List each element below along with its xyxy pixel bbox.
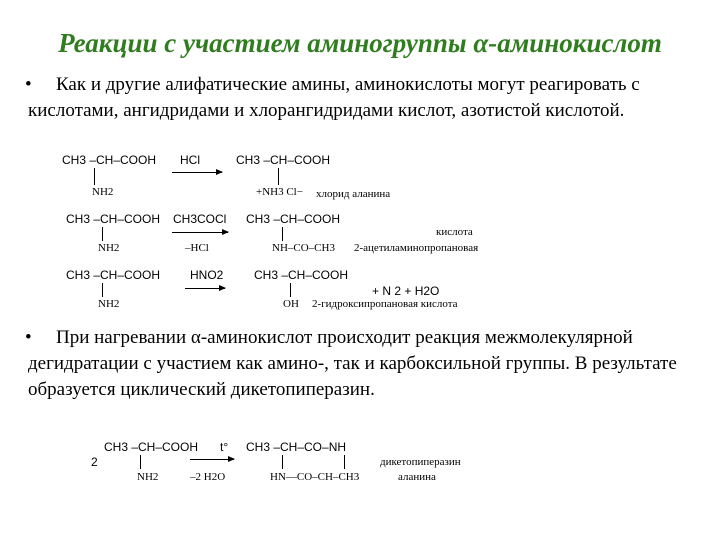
r1-product-bond xyxy=(278,168,279,185)
r4-condition-bottom: –2 H2O xyxy=(190,471,226,483)
r3-reagent: HNO2 xyxy=(190,268,224,282)
r2-reactant-sub: NH2 xyxy=(98,242,120,254)
r4-product-name-1: дикетопиперазин xyxy=(380,456,461,468)
r1-product-name: хлорид аланина xyxy=(316,188,391,200)
r4-reactant: CH3 –CH–COOH xyxy=(104,440,199,454)
r2-product-bond xyxy=(282,227,283,241)
bullet-2: • xyxy=(25,327,32,348)
r2-product: CH3 –CH–COOH xyxy=(246,212,341,226)
r4-product-bond-left xyxy=(282,455,283,469)
r2-reagent-bottom: –HCl xyxy=(185,242,209,254)
r2-arrow xyxy=(172,232,228,233)
r3-reactant-sub: NH2 xyxy=(98,298,120,310)
r2-product-name-2: 2-ацетиламинопропановая xyxy=(354,242,479,254)
r4-product-name-2: аланина xyxy=(398,471,436,483)
r4-product-top: CH3 –CH–CO–NH xyxy=(246,440,347,454)
r3-byproduct: + N 2 + H2O xyxy=(372,284,440,298)
r3-product-sub: OH xyxy=(283,298,299,310)
r2-product-name-1: кислота xyxy=(436,226,473,238)
r3-reactant-bond xyxy=(102,283,103,297)
r3-product: CH3 –CH–COOH xyxy=(254,268,349,282)
r2-reagent-top: CH3COCl xyxy=(173,212,227,226)
r3-arrow xyxy=(185,288,225,289)
r2-reactant-bond xyxy=(102,227,103,241)
paragraph-2 xyxy=(25,325,698,403)
r1-product-sub: +NH3 Cl− xyxy=(256,186,303,198)
bullet-1: • xyxy=(25,74,32,95)
r1-reagent: HCl xyxy=(180,153,200,167)
r2-reactant: CH3 –CH–COOH xyxy=(66,212,161,226)
r1-reactant-bond xyxy=(94,168,95,185)
r4-product-bond-right xyxy=(344,455,345,469)
r4-coefficient: 2 xyxy=(91,455,98,469)
paragraph-2-text: При нагревании α-аминокислот происходит реакция межмолекулярной дегидратации с участием как амино-, так и карбоксильной группы. В результате образуется циклический дикетопиперазин. xyxy=(28,327,677,400)
paragraph-1 xyxy=(25,72,698,124)
r1-reactant-sub: NH2 xyxy=(92,186,114,198)
r3-product-bond xyxy=(290,283,291,297)
r4-product-bottom: HN—CO–CH–CH3 xyxy=(270,471,360,483)
slide-title: Реакции с участием аминогруппы α-аминокислот xyxy=(58,28,662,58)
r4-reactant-bond xyxy=(140,455,141,469)
paragraph-1-text: Как и другие алифатические амины, аминокислоты могут реагировать с кислотами, ангидридами и хлорангидридами кислот, азотистой кислотой. xyxy=(28,74,640,121)
r3-product-name: 2-гидроксипропановая кислота xyxy=(312,298,458,310)
r4-condition: t° xyxy=(220,440,229,454)
r2-product-sub: NH–CO–CH3 xyxy=(272,242,335,254)
r1-arrow xyxy=(172,172,222,173)
r3-reactant: CH3 –CH–COOH xyxy=(66,268,161,282)
r4-arrow xyxy=(190,459,234,460)
r4-reactant-sub: NH2 xyxy=(137,471,159,483)
r1-reactant: CH3 –CH–COOH xyxy=(62,153,157,167)
r1-product: CH3 –CH–COOH xyxy=(236,153,331,167)
